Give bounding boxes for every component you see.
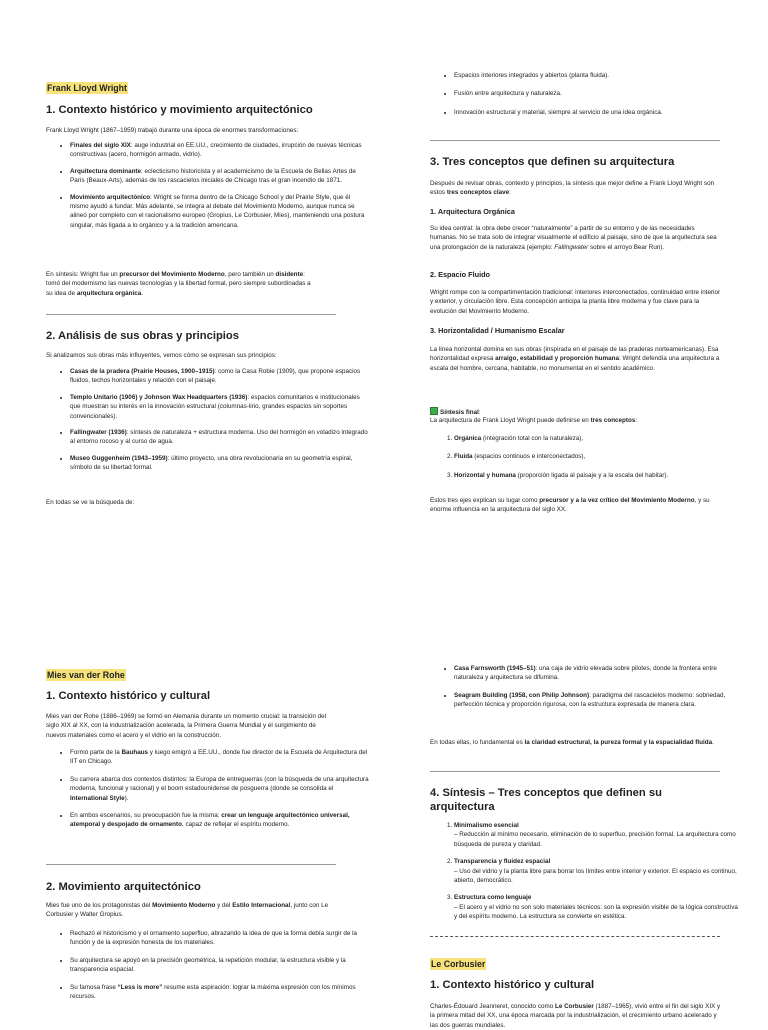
check-box-icon [430, 407, 438, 415]
list-item: • Finales del siglo XIX: auge industrial en EE.UU., crecimiento de ciudades, irrupción de nuevas técnicas constructivas (acero, hormigón armado, vidrio). [70, 141, 370, 160]
heading-synthesis: 4. Síntesis – Tres conceptos que definen su arquitectura [430, 787, 662, 813]
synthesis-list [430, 821, 739, 922]
concept-2-heading: 2. Espacio Fluido [430, 270, 491, 279]
section-title-le-corbusier: Le Corbusier [431, 959, 486, 969]
list-item: • Fallingwater (1936): síntesis de naturaleza + estructura moderna. Uso del hormigón en voladizo integrado al entorno rocoso y al curso de agua. [70, 428, 370, 447]
list-item: • En ambos escenarios, su preocupación fue la misma: crear un lenguaje arquitectónico universal, atemporal y despojado de ornamento, capaz de reflejar el espíritu moderno. [70, 811, 370, 830]
list-item: • Museo Guggenheim (1943–1959): último proyecto, una obra revolucionaria en su geometría espiral, símbolo de su libertad formal. [70, 454, 370, 473]
list-item: 1. Minimalismo esencial – Reducción al mínimo necesario, eliminación de lo superfluo, precisión formal. La arquitectura como búsqueda de pureza y claridad. [454, 821, 739, 849]
intro-paragraph: Mies van der Rohe (1886–1969) se formó en Alemania durante un momento crucial: la transición del siglo XIX al XX, con la industrialización acelerada, la Primera Guerra Mundial y el surgimiento de nuevos materiales como el acero y el vidrio en la construcción. [46, 713, 327, 739]
summary-paragraph: En todas ellas, lo fundamental es la claridad estructural, la pureza formal y la espacialidad fluida. [430, 739, 714, 746]
concept-1-text: Su idea central: la obra debe crecer “naturalmente” a partir de su entorno y de las necesidades humanas. No se trata solo de integrar visualmente el edificio al paisaje, sino de que la arquitectura sea una prolongación de la naturaleza (ejemplo: Fallingwater sobre el arroyo Bear Run). [430, 225, 717, 251]
list-item: 2. Fluida (espacios continuos e interconectados), [454, 452, 734, 461]
synthesis-list [430, 434, 734, 480]
principles-list [430, 71, 744, 117]
synthesis-label: Síntesis final: [430, 407, 722, 417]
divider [430, 771, 720, 772]
list-item: • Movimiento arquitectónico: Wright se forma dentro de la Chicago School y del Prairie Style, que él mismo ayudó a fundar. Más adelante, se integra al debate del Movimiento Moderno, aunque nunca se alineó por completo con el racionalismo europeo (Gropius, Le Corbusier, Mies), manteniendo una postura singular, más ligada a lo orgánico y a la tradición americana. [70, 193, 370, 231]
intro-paragraph: Frank Lloyd Wright (1867–1959) trabajó durante una época de enormes transformaciones: [46, 127, 299, 134]
divider [46, 314, 336, 315]
heading-three-concepts: 3. Tres conceptos que definen su arquitectura [430, 156, 675, 168]
section-title-mies: Mies van der Rohe [47, 670, 125, 680]
works-list [430, 664, 744, 710]
movement-list [46, 929, 370, 1001]
lc-intro-paragraph: Charles-Édouard Jeanneret, conocido como Le Corbusier (1887–1965), vivió entre el fin del siglo XIX y la primera mitad del XX, una época marcada por la industrialización, el crecimiento urbano acelerado y las dos guerras mundiales. [430, 1003, 721, 1029]
synthesis-intro: La arquitectura de Frank Lloyd Wright puede definirse en tres conceptos: [430, 417, 638, 424]
closing-line: En todas se ve la búsqueda de: [46, 499, 135, 506]
context-list [46, 748, 370, 830]
concept-1-heading: 1. Arquitectura Orgánica [430, 207, 515, 216]
divider [430, 140, 720, 141]
movement-intro: Mies fue uno de los protagonistas del Movimiento Moderno y del Estilo Internacional, junto con Le Corbusier y Walter Gropius. [46, 902, 329, 919]
context-list [46, 141, 370, 230]
list-item: • Templo Unitario (1906) y Johnson Wax Headquarters (1936): espacios comunitarios e institucionales que muestran su interés en la innovación estructural (columnas-lirio, grandes espacios sin soportes convencionales). [70, 393, 370, 421]
heading-movement: 2. Movimiento arquitectónico [46, 881, 201, 893]
list-item: • Su famosa frase “Less is more” resume esta aspiración: lograr la máxima expresión con los mínimos recursos. [70, 983, 370, 1002]
list-item: • Arquitectura dominante: eclecticismo historicista y el academicismo de la Escuela de Bellas Artes de París (Beaux-Arts), además de los rascacielos iniciales de Chicago tras el gran incendio de 1871. [70, 167, 370, 186]
list-item: • Rechazó el historicismo y el ornamento superfluo, abrazando la idea de que la forma debía surgir de la función y de la expresión honesta de los materiales. [70, 929, 370, 948]
concept-2-text: Wright rompe con la compartimentación tradicional: interiores interconectados, continuidad entre interior y exterior, y circulación libre. Esta concepción anticipa la planta libre moderna y fue clave para la evolución del Movimiento Moderno. [430, 289, 721, 315]
concept-3-heading: 3. Horizontalidad / Humanismo Escalar [430, 326, 565, 335]
divider [46, 864, 336, 865]
closing-paragraph: Estos tres ejes explican su lugar como precursor y a la vez crítico del Movimiento Moderno, y su enorme influencia en la arquitectura del siglo XX. [430, 497, 710, 514]
list-item: 1. Orgánica (integración total con la naturaleza), [454, 434, 734, 443]
section-title-wright: Frank Lloyd Wright [47, 83, 127, 93]
list-item: • Innovación estructural y material, siempre al servicio de una idea orgánica. [454, 108, 744, 117]
dashed-divider [430, 936, 720, 937]
heading-lc-context: 1. Contexto histórico y cultural [430, 979, 595, 991]
summary-paragraph: En síntesis: Wright fue un precursor del Movimiento Moderno, pero también un disidente: tomó del modernismo las nuevas tecnologías y la libertad formal, pero siempre subordinadas a su idea de arquitectura orgánica. [46, 271, 311, 297]
list-item: • Seagram Building (1958, con Philip Johnson): paradigma del rascacielos moderno: sobriedad, perfección técnica y proporción rigurosa, con la estructura expresada de manera clara. [454, 691, 744, 710]
page-1 [0, 0, 768, 512]
list-item: • Espacios interiores integrados y abiertos (planta fluida). [454, 71, 744, 80]
list-item: • Su carrera abarca dos contextos distintos: la Europa de entreguerras (con la búsqueda de una arquitectura moderna, funcional y racional) y el boom estadounidense de posguerra (donde se consolida el International Style). [70, 775, 370, 803]
list-item: 3. Horizontal y humana (proporción ligada al paisaje y a la escala del habitar). [454, 471, 734, 480]
list-item: 3. Estructura como lenguaje – El acero y el vidrio no son solo materiales técnicos: son la expresión visible de la lógica constructiva y del espíritu moderno. La estructura se convierte en estética. [454, 893, 739, 921]
list-item: • Formó parte de la Bauhaus y luego emigró a EE.UU., donde fue director de la Escuela de Arquitectura del IIT en Chicago. [70, 748, 370, 767]
list-item: • Fusión entre arquitectura y naturaleza. [454, 89, 744, 98]
page-2 [0, 512, 768, 1029]
analysis-intro: Si analizamos sus obras más influyentes, vemos cómo se expresan sus principios: [46, 352, 277, 359]
heading-context: 1. Contexto histórico y cultural [46, 690, 211, 702]
heading-context: 1. Contexto histórico y movimiento arquitectónico [46, 104, 313, 116]
list-item: 2. Transparencia y fluidez espacial – Uso del vidrio y la planta libre para borrar los límites entre interior y exterior. El espacio es continuo, abierto, democrático. [454, 857, 739, 885]
works-list [46, 367, 370, 473]
heading-analysis: 2. Análisis de sus obras y principios [46, 330, 239, 342]
list-item: • Su arquitectura se apoyó en la precisión geométrica, la repetición modular, la estructura visible y la transparencia espacial. [70, 956, 370, 975]
concepts-intro: Después de revisar obras, contexto y principios, la síntesis que mejor define a Frank Lloyd Wright son estos tres conceptos clave: [430, 180, 715, 197]
list-item: • Casas de la pradera (Prairie Houses, 1900–1915): como la Casa Robie (1909), que propone espacios fluidos, techos horizontales y relación con el paisaje. [70, 367, 370, 386]
list-item: • Casa Farnsworth (1945–51): una caja de vidrio elevada sobre pilotes, donde la frontera entre naturaleza y arquitectura se difumina. [454, 664, 744, 683]
concept-3-text: La línea horizontal domina en sus obras (inspirada en el paisaje de las praderas norteamericanas). Esa horizontalidad expresa arraigo, estabilidad y proporción humana: Wright defendía una arquitectura a escala del hombre, cercana, habitable, no monumental en el sentido académico. [430, 346, 720, 372]
